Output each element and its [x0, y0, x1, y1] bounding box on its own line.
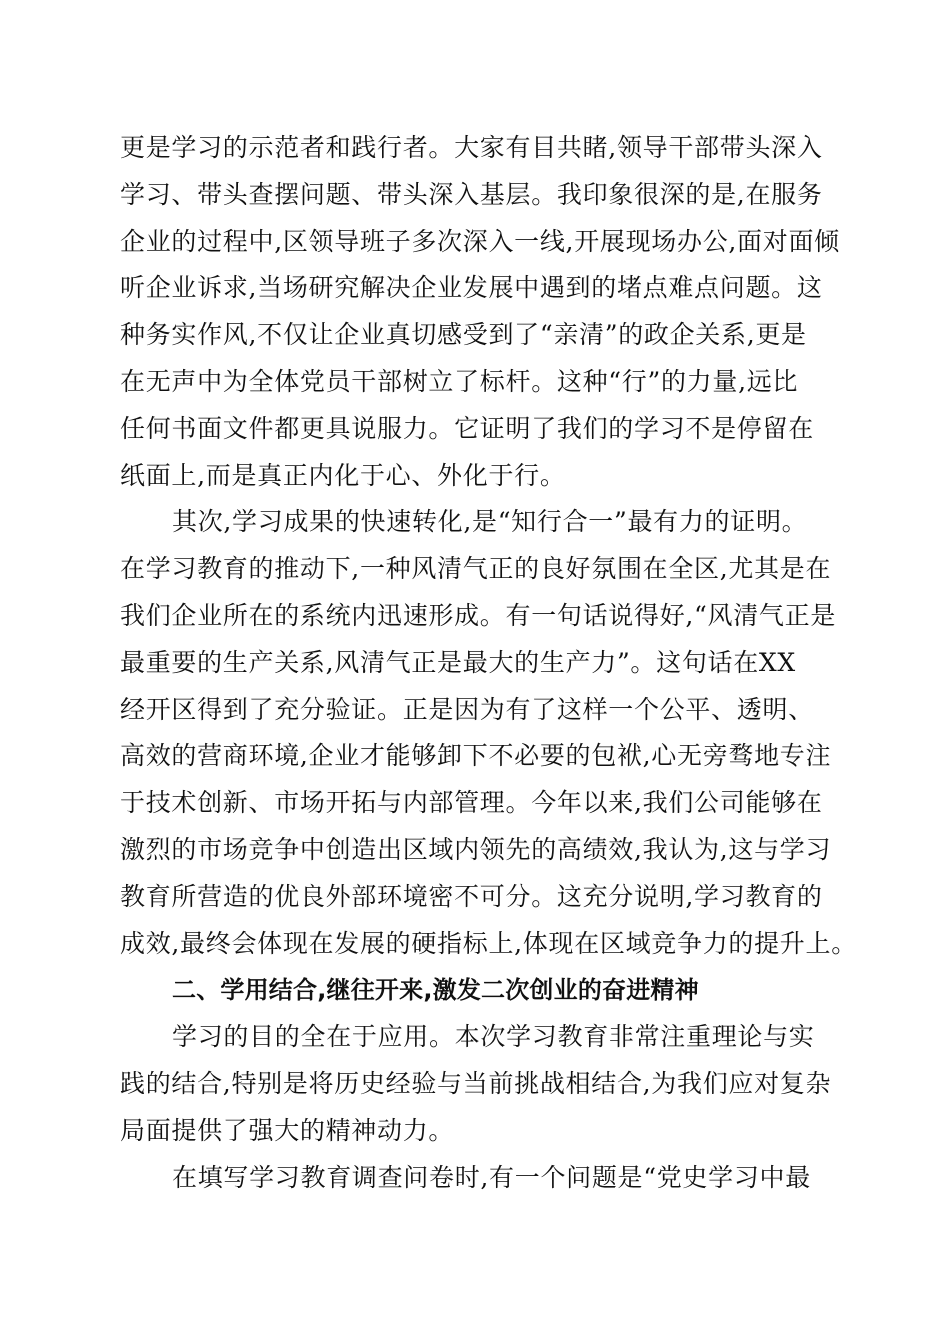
text-line: 学习、带头查摆问题、带头深入基层。我印象很深的是,在服务 — [120, 179, 823, 209]
text-line: 局面提供了强大的精神动力。 — [120, 1115, 455, 1145]
text-line: 在填写学习教育调查问卷时,有一个问题是“党史学习中最 — [172, 1162, 811, 1192]
paragraph-1 — [120, 125, 840, 499]
text-line: 经开区得到了充分验证。正是因为有了这样一个公平、透明、 — [120, 694, 814, 724]
text-line: 于技术创新、市场开拓与内部管理。今年以来,我们公司能够在 — [120, 788, 823, 818]
text-line: 最重要的生产关系,风清气正是最大的生产力”。这句话在XX — [120, 647, 796, 677]
text-line: 教育所营造的优良外部环境密不可分。这充分说明,学习教育的 — [120, 881, 823, 911]
text-line: 学习的目的全在于应用。本次学习教育非常注重理论与实 — [172, 1022, 815, 1052]
paragraph-3 — [120, 1014, 832, 1154]
text-line: 践的结合,特别是将历史经验与当前挑战相结合,为我们应对复杂 — [120, 1068, 832, 1098]
text-line: 在学习教育的推动下,一种风清气正的良好氛围在全区,尤其是在 — [120, 554, 832, 584]
text-line: 纸面上,而是真正内化于心、外化于行。 — [120, 460, 566, 490]
text-line: 高效的营商环境,企业才能够卸下不必要的包袱,心无旁骛地专注 — [120, 741, 832, 771]
text-line: 企业的过程中,区领导班子多次深入一线,开展现场办公,面对面倾 — [120, 226, 840, 256]
text-line: 激烈的市场竞争中创造出区域内领先的高绩效,我认为,这与学习 — [120, 834, 832, 864]
text-line: 我们企业所在的系统内迅速形成。有一句话说得好,“风清气正是 — [120, 600, 837, 630]
text-line: 种务实作风,不仅让企业真切感受到了“亲清”的政企关系,更是 — [120, 320, 807, 350]
section-heading: 二、学用结合,继往开来,激发二次创业的奋进精神 — [172, 976, 699, 1005]
text-line: 更是学习的示范者和践行者。大家有目共睹,领导干部带头深入 — [120, 133, 823, 162]
paragraph-4 — [120, 1155, 832, 1202]
section-heading-wrapper — [120, 967, 832, 1014]
text-line: 其次,学习成果的快速转化,是“知行合一”最有力的证明。 — [172, 507, 808, 537]
paragraph-2 — [120, 499, 857, 967]
text-line: 成效,最终会体现在发展的硬指标上,体现在区域竞争力的提升上。 — [120, 928, 857, 958]
text-line: 在无声中为全体党员干部树立了标杆。这种“行”的力量,远比 — [120, 366, 799, 396]
text-line: 听企业诉求,当场研究解决企业发展中遇到的堵点难点问题。这 — [120, 273, 823, 303]
text-line: 任何书面文件都更具说服力。它证明了我们的学习不是停留在 — [120, 413, 814, 443]
document-body — [120, 125, 857, 1201]
